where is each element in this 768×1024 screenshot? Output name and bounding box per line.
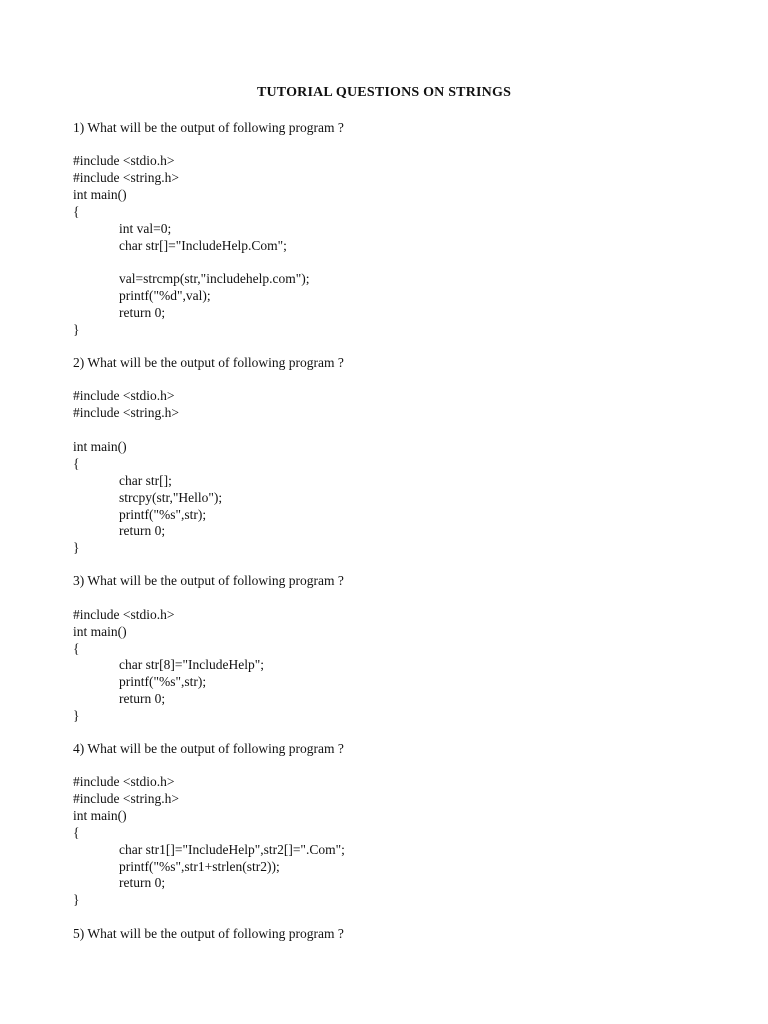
code-line: int main() (73, 624, 127, 639)
code-line: int val=0; (119, 221, 172, 236)
code-line: int main() (73, 808, 127, 823)
code-line: { (73, 456, 80, 471)
code-line: return 0; (119, 875, 166, 890)
code-line: } (73, 540, 80, 555)
code-line: int main() (73, 439, 127, 454)
code-line: char str[]; (119, 473, 172, 488)
question-4: 4) What will be the output of following program ? (73, 741, 344, 756)
page-title: TUTORIAL QUESTIONS ON STRINGS (256, 85, 512, 100)
code-line: #include <string.h> (73, 170, 179, 185)
code-line: int main() (73, 187, 127, 202)
code-line: return 0; (119, 523, 166, 538)
code-line: #include <string.h> (73, 791, 179, 806)
code-line: printf("%s",str); (119, 507, 207, 522)
question-3: 3) What will be the output of following program ? (73, 573, 344, 588)
code-line: { (73, 641, 80, 656)
code-line: } (73, 322, 80, 337)
code-line: { (73, 204, 80, 219)
code-line: #include <stdio.h> (73, 388, 175, 403)
question-1: 1) What will be the output of following program ? (73, 120, 344, 135)
code-line: printf("%s",str); (119, 674, 207, 689)
code-line: val=strcmp(str,"includehelp.com"); (119, 271, 310, 286)
code-line: #include <string.h> (73, 405, 179, 420)
code-line: printf("%s",str1+strlen(str2)); (119, 859, 280, 874)
code-line: } (73, 708, 80, 723)
question-5: 5) What will be the output of following program ? (73, 926, 344, 941)
question-2: 2) What will be the output of following program ? (73, 355, 344, 370)
code-line: { (73, 825, 80, 840)
code-line: char str[]="IncludeHelp.Com"; (119, 238, 287, 253)
code-line: char str[8]="IncludeHelp"; (119, 657, 264, 672)
code-line: #include <stdio.h> (73, 607, 175, 622)
code-line: strcpy(str,"Hello"); (119, 490, 223, 505)
code-line: } (73, 892, 80, 907)
code-line: return 0; (119, 305, 166, 320)
code-line: return 0; (119, 691, 166, 706)
code-line: #include <stdio.h> (73, 153, 175, 168)
code-line: printf("%d",val); (119, 288, 211, 303)
code-line: char str1[]="IncludeHelp",str2[]=".Com"; (119, 842, 345, 857)
code-line: #include <stdio.h> (73, 774, 175, 789)
